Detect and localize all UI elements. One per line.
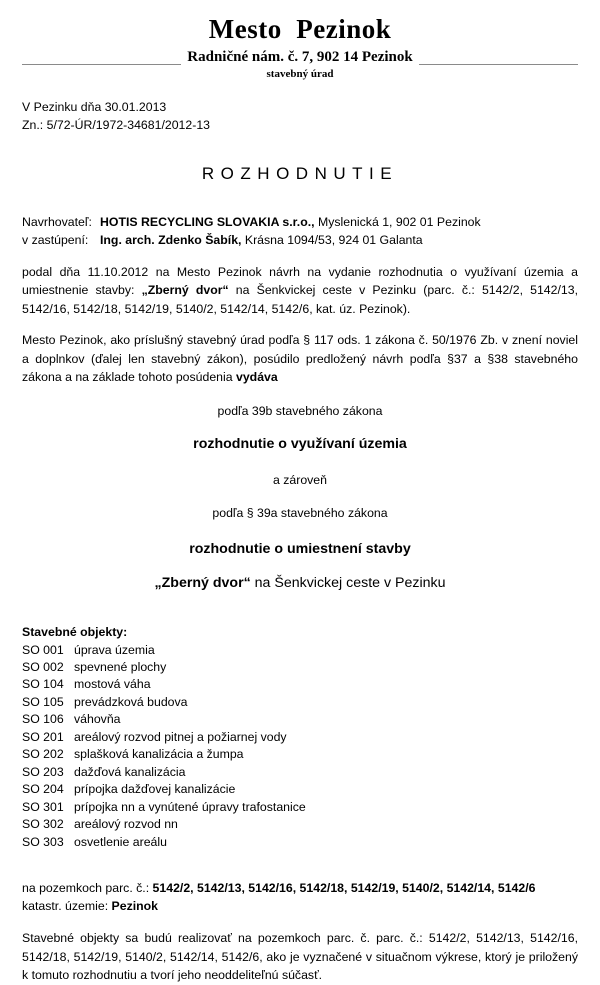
building-object-name: areálový rozvod pitnej a požiarnej vody [74, 729, 287, 744]
authority-paragraph [22, 331, 578, 387]
building-object-code: SO 002 [22, 660, 64, 674]
building-object-row [22, 764, 578, 781]
building-object-code: SO 001 [22, 642, 64, 657]
building-object-code: SO 106 [22, 712, 64, 727]
building-object-name: dažďová kanalizácia [74, 764, 186, 779]
applicant-name: HOTIS RECYCLING SLOVAKIA s.r.o., [100, 214, 315, 229]
building-object-row [22, 834, 578, 851]
authority-text: Mesto Pezinok, ako príslušný stavebný úrad podľa § 117 ods. 1 zákona č. 50/1976 Zb. v znení noviel a doplnkov (ďalej len stavebný zákon), posúdilo predložený návrh podľa §37 a §38 stavebného zákona a na základe tohoto posúdenia [22, 332, 578, 385]
letterhead [22, 0, 578, 81]
ruling-project-name: „Zberný dvor“ [154, 574, 251, 591]
building-object-row [22, 676, 578, 693]
building-object-row [22, 746, 578, 763]
submission-paragraph [22, 263, 578, 319]
building-object-row [22, 729, 578, 746]
building-object-row [22, 799, 578, 816]
parcels-block [22, 879, 578, 916]
building-object-name: areálový rozvod nn [74, 817, 178, 832]
representative-value [100, 231, 481, 249]
building-objects-heading: Stavebné objekty: [22, 625, 128, 640]
parcels-label: na pozemkoch parc. č.: [22, 880, 153, 895]
ruling-project-location: na Šenkvickej ceste v Pezinku [250, 574, 446, 591]
building-object-code: SO 105 [22, 694, 64, 709]
file-reference-number: Zn.: 5/72-ÚR/1972-34681/2012-13 [22, 118, 210, 133]
organization-address: Radničné nám. č. 7, 902 14 Pezinok [181, 48, 418, 66]
building-objects-rows [22, 642, 578, 851]
building-objects-list [22, 624, 578, 851]
applicant-address: Myslenická 1, 902 01 Pezinok [314, 214, 481, 229]
building-object-row [22, 816, 578, 833]
building-object-code: SO 303 [22, 834, 64, 849]
closing-paragraph: Stavebné objekty sa budú realizovať na pozemkoch parc. č. parc. č.: 5142/2, 5142/13, 5142/16, 5142/18, 5142/19, 5140/2, 5142/14, 5142/6, ako je vyznačené v situačnom výkrese, ktorý je priložený k tomuto rozhodnutiu a tvorí jeho neoddeliteľnú súčasť. [22, 930, 578, 983]
parcels-numbers: 5142/2, 5142/13, 5142/16, 5142/18, 5142/19, 5140/2, 5142/14, 5142/6 [152, 880, 536, 895]
letterhead-address-row [22, 48, 578, 66]
building-object-row [22, 694, 578, 711]
building-object-code: SO 201 [22, 729, 64, 744]
ruling-project-line [22, 573, 578, 594]
parcels-line [22, 879, 578, 897]
representative-address: Krásna 1094/53, 924 01 Galanta [241, 233, 423, 248]
building-object-name: mostová váha [74, 677, 151, 692]
submission-text-pre: podal dňa 11.10.2012 na Mesto Pezinok návrh na vydanie rozhodnutia o využívaní územia a umiestnenie stavby: [22, 264, 578, 298]
applicant-value [100, 213, 481, 231]
ruling-conjunction: a zároveň [272, 472, 327, 487]
organization-name: Mesto Pezinok [208, 14, 392, 44]
building-object-code: SO 203 [22, 764, 64, 779]
document-title: ROZHODNUTIE [201, 163, 399, 183]
submission-text-post: na Šenkvickej ceste v Pezinku (parc. č.: 5142/2, 5142/13, 5142/16, 5142/18, 5142/19, 5140/2, 5142/14, 5142/6, kat. úz. Pezinok). [22, 283, 578, 317]
building-object-code: SO 301 [22, 799, 64, 814]
building-object-code: SO 204 [22, 782, 64, 797]
representative-label: v zastúpení: [22, 233, 89, 248]
building-object-row [22, 642, 578, 659]
building-object-name: splašková kanalizácia a žumpa [74, 747, 244, 762]
building-object-code: SO 104 [22, 677, 64, 692]
building-object-name: prípojka nn a vynútené úpravy trafostanice [74, 799, 306, 814]
building-object-row [22, 659, 578, 676]
cadastral-value: Pezinok [111, 899, 158, 914]
ruling-land-use: rozhodnutie o využívaní územia [193, 436, 407, 453]
representative-name: Ing. arch. Zdenko Šabík, [100, 233, 242, 248]
parties-block [22, 213, 481, 250]
cadastral-label: katastr. územie: [22, 899, 112, 914]
building-object-name: spevnené plochy [74, 660, 167, 674]
submission-project-name: „Zberný dvor“ [141, 283, 229, 298]
applicant-row [22, 213, 481, 231]
building-object-code: SO 202 [22, 747, 64, 762]
authority-issues-word: vydáva [236, 370, 278, 385]
representative-row [22, 231, 481, 249]
building-object-name: prípojka dažďovej kanalizácie [74, 782, 236, 797]
applicant-label: Navrhovateľ: [22, 214, 92, 229]
legal-basis-1: podľa 39b stavebného zákona [217, 403, 383, 418]
building-object-code: SO 302 [22, 817, 64, 832]
ruling-building-placement: rozhodnutie o umiestnení stavby [189, 540, 411, 557]
cadastral-line [22, 897, 578, 915]
building-object-name: prevádzková budova [74, 694, 188, 709]
legal-basis-2: podľa § 39a stavebného zákona [212, 506, 388, 521]
department-name: stavebný úrad [266, 68, 334, 81]
building-object-name: úprava územia [74, 642, 155, 657]
building-object-row [22, 711, 578, 728]
reference-block [22, 99, 578, 135]
place-and-date: V Pezinku dňa 30.01.2013 [22, 100, 167, 115]
building-object-name: váhovňa [74, 712, 121, 727]
building-object-name: osvetlenie areálu [74, 834, 167, 849]
building-object-row [22, 781, 578, 798]
